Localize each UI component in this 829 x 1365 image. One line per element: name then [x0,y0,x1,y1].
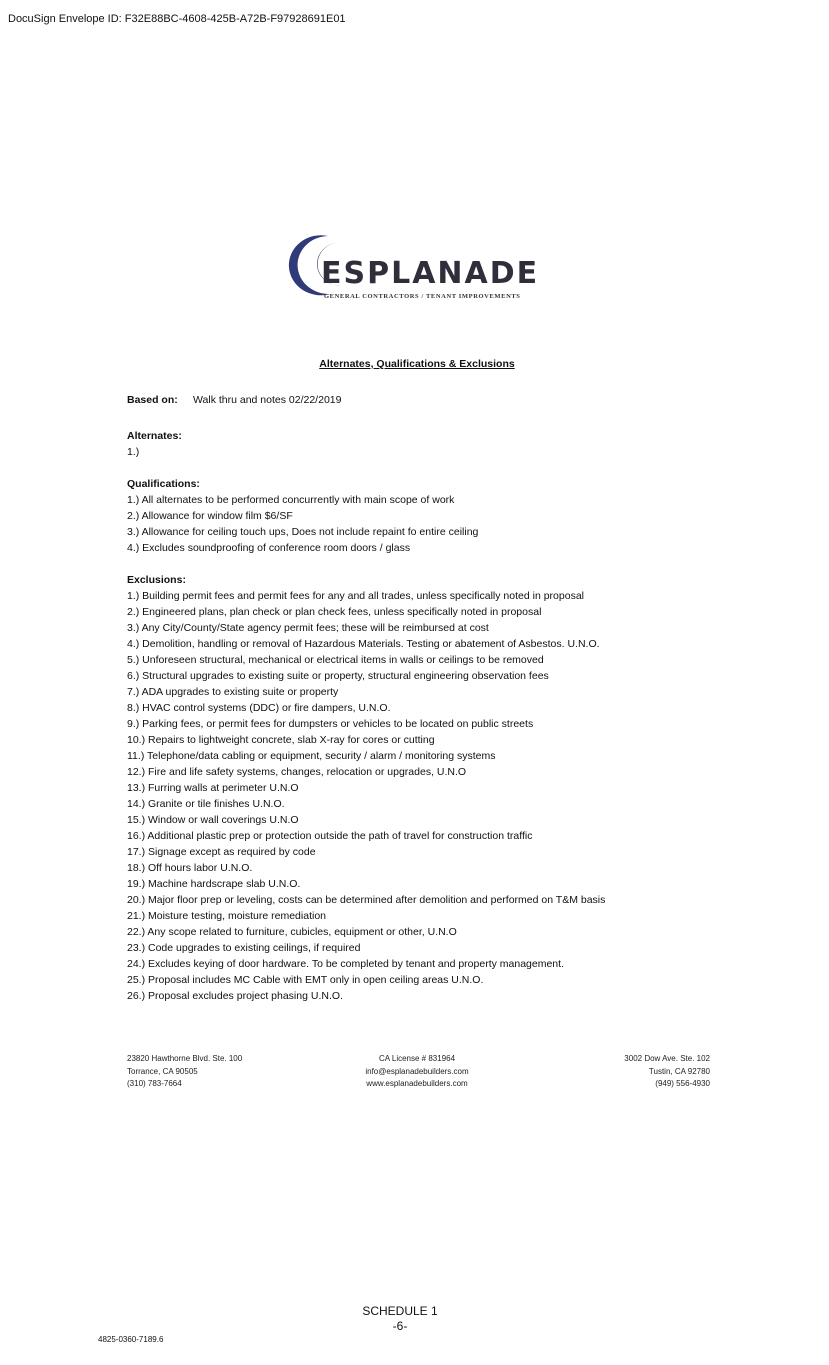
footer-line: (310) 783-7664 [127,1079,182,1088]
list-item: 7.) ADA upgrades to existing suite or property [127,686,339,698]
list-item: 8.) HVAC control systems (DDC) or fire dampers, U.N.O. [127,702,391,714]
footer-line: 3002 Dow Ave. Ste. 102 [624,1054,710,1063]
based-on-line [127,392,687,408]
list-item: 5.) Unforeseen structural, mechanical or electrical items in walls or ceilings to be removed [127,654,544,666]
qualifications-section [127,476,687,556]
footer-line: (949) 556-4930 [655,1079,710,1088]
docusign-envelope-id: DocuSign Envelope ID: F32E88BC-4608-425B-A72B-F97928691E01 [8,13,346,25]
list-item: 21.) Moisture testing, moisture remediation [127,910,327,922]
footer-tustin-address [560,1053,710,1091]
footer-contact [330,1053,504,1091]
qualifications-heading: Qualifications: [127,478,200,490]
based-on-value: Walk thru and notes 02/22/2019 [193,394,342,406]
list-item: 24.) Excludes keying of door hardware. To be completed by tenant and property management. [127,958,564,970]
footer-email-link[interactable]: info@esplanadebuilders.com [365,1066,469,1076]
footer-line: Torrance, CA 90505 [127,1066,198,1076]
alternates-section [127,428,687,460]
list-item: 4.) Demolition, handling or removal of Hazardous Materials. Testing or abatement of Asbestos. U.N.O. [127,638,600,650]
exclusions-section [127,572,687,1004]
exclusions-heading: Exclusions: [127,574,186,586]
footer-line: Tustin, CA 92780 [648,1066,710,1076]
list-item: 11.) Telephone/data cabling or equipment, security / alarm / monitoring systems [127,750,496,762]
list-item: 1.) Building permit fees and permit fees for any and all trades, unless specifically noted in proposal [127,590,584,602]
schedule-title: SCHEDULE 1 [362,1304,438,1318]
schedule-label [330,1304,470,1334]
list-item: 1.) [127,446,140,458]
list-item: 12.) Fire and life safety systems, changes, relocation or upgrades, U.N.O [127,766,467,778]
list-item: 23.) Code upgrades to existing ceilings, if required [127,942,361,954]
list-item: 9.) Parking fees, or permit fees for dumpsters or vehicles to be located on public streets [127,718,534,730]
esplanade-logo [288,232,548,304]
list-item: 16.) Additional plastic prep or protection outside the path of travel for construction traffic [127,830,533,842]
footer-torrance-address [127,1053,242,1091]
logo-wordmark: ESPLANADE [321,256,540,291]
list-item: 18.) Off hours labor U.N.O. [127,862,253,874]
list-item: 1.) All alternates to be performed concurrently with main scope of work [127,494,455,506]
list-item: 26.) Proposal excludes project phasing U.N.O. [127,990,343,1002]
list-item: 2.) Engineered plans, plan check or plan check fees, unless specifically noted in proposal [127,606,542,618]
document-title: Alternates, Qualifications & Exclusions [319,358,515,370]
list-item: 25.) Proposal includes MC Cable with EMT only in open ceiling areas U.N.O. [127,974,484,986]
alternates-heading: Alternates: [127,430,182,442]
footer-license: CA License # 831964 [378,1054,456,1063]
list-item: 3.) Allowance for ceiling touch ups, Does not include repaint fo entire ceiling [127,526,479,538]
page-number: -6- [392,1319,408,1333]
document-number: 4825-0360-7189.6 [98,1335,164,1344]
list-item: 19.) Machine hardscrape slab U.N.O. [127,878,301,890]
footer-website-link[interactable]: www.esplanadebuilders.com [366,1079,468,1088]
list-item: 10.) Repairs to lightweight concrete, slab X-ray for cores or cutting [127,734,435,746]
logo-tagline: GENERAL CONTRACTORS / TENANT IMPROVEMENTS [324,293,521,300]
document-body [127,356,687,1020]
list-item: 17.) Signage except as required by code [127,846,316,858]
footer-line: 23820 Hawthorne Blvd. Ste. 100 [127,1054,243,1063]
list-item: 14.) Granite or tile finishes U.N.O. [127,798,285,810]
list-item: 20.) Major floor prep or leveling, costs can be determined after demolition and performed on T&M basis [127,894,606,906]
list-item: 4.) Excludes soundproofing of conference room doors / glass [127,542,411,554]
list-item: 15.) Window or wall coverings U.N.O [127,814,299,826]
list-item: 22.) Any scope related to furniture, cubicles, equipment or other, U.N.O [127,926,457,938]
based-on-label: Based on: [127,394,178,406]
list-item: 13.) Furring walls at perimeter U.N.O [127,782,299,794]
list-item: 2.) Allowance for window film $6/SF [127,510,293,522]
list-item: 3.) Any City/County/State agency permit fees; these will be reimbursed at cost [127,622,489,634]
list-item: 6.) Structural upgrades to existing suite or property, structural engineering observation fees [127,670,549,682]
